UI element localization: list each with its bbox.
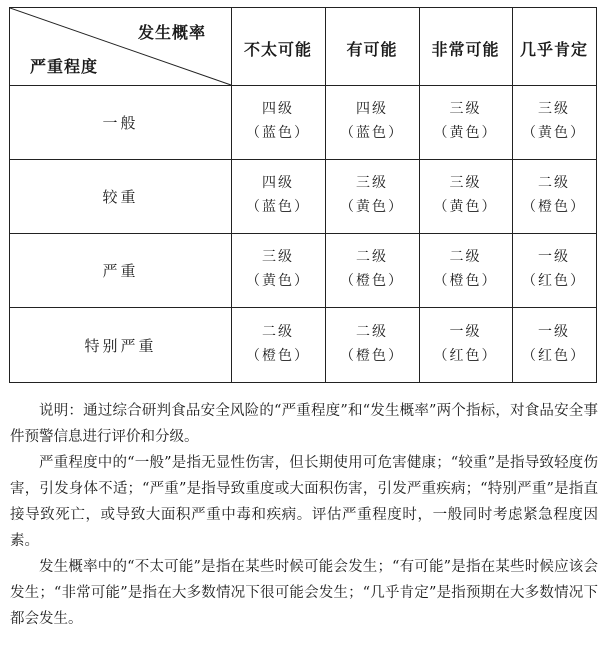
note-paragraph: 说明：通过综合研判食品安全风险的“严重程度”和“发生概率”两个指标，对食品安全事件预警信息进行评价和分级。 <box>10 403 598 445</box>
row-divider <box>10 307 596 308</box>
grade-level: 一级 <box>538 324 570 340</box>
grade-level: 二级 <box>356 324 388 340</box>
grade-level: 三级 <box>262 249 294 265</box>
grade-level: 一级 <box>538 249 570 265</box>
grade-color: （橙色） <box>340 348 404 364</box>
grade-level: 四级 <box>356 101 388 117</box>
grade-cell <box>512 171 596 219</box>
grade-cell <box>512 320 596 368</box>
grade-cell <box>512 245 596 293</box>
grade-cell <box>231 320 325 368</box>
grade-level: 三级 <box>449 175 482 191</box>
grade-level: 三级 <box>538 101 570 117</box>
grade-cell <box>231 171 325 219</box>
grade-color: （橙色） <box>246 348 310 364</box>
grade-level: 二级 <box>356 249 388 265</box>
grade-color: （蓝色） <box>246 125 310 141</box>
explanation-notes <box>10 398 598 632</box>
grade-level: 二级 <box>449 249 482 265</box>
note-paragraph: 严重程度中的“一般”是指无显性伤害，但长期使用可危害健康；“较重”是指导致轻度伤害，引发身体不适；“严重”是指导致重度或大面积伤害，引发严重疾病；“特别严重”是指直接导致死亡，或导致大面积严重中毒和疾病。评估严重程度时，一般同时考虑紧急程度因素。 <box>10 455 598 549</box>
grade-cell <box>512 97 596 145</box>
row-divider <box>10 233 596 234</box>
grade-level: 四级 <box>262 101 294 117</box>
grade-level: 三级 <box>356 175 388 191</box>
note-paragraph: 发生概率中的“不太可能”是指在某些时候可能会发生；“有可能”是指在某些时候应该会发生；“非常可能”是指在大多数情况下很可能会发生；“几乎肯定”是指预期在大多数情况下都会发生。 <box>10 559 598 627</box>
header-severity-label: 严重程度 <box>30 57 99 76</box>
grade-color: （黄色） <box>433 199 498 215</box>
grade-cell <box>419 171 512 219</box>
column-header: 不太可能 <box>243 40 312 59</box>
grade-level: 二级 <box>538 175 570 191</box>
row-label: 特别严重 <box>84 337 157 355</box>
header-probability-label: 发生概率 <box>138 23 207 42</box>
grade-level: 二级 <box>262 324 294 340</box>
grade-level: 一级 <box>449 324 482 340</box>
grade-level: 四级 <box>262 175 294 191</box>
grade-level: 三级 <box>449 101 482 117</box>
grade-color: （橙色） <box>522 199 586 215</box>
grade-color: （黄色） <box>246 273 310 289</box>
grade-cell <box>325 320 419 368</box>
grade-color: （橙色） <box>340 273 404 289</box>
grade-cell <box>419 245 512 293</box>
grade-color: （红色） <box>522 348 586 364</box>
grade-color: （橙色） <box>433 273 498 289</box>
grade-color: （黄色） <box>522 125 586 141</box>
row-label: 严重 <box>102 262 139 280</box>
grade-cell <box>325 245 419 293</box>
grade-color: （红色） <box>522 273 586 289</box>
row-label: 一般 <box>102 114 139 132</box>
row-label: 较重 <box>102 188 139 206</box>
grade-color: （黄色） <box>340 199 404 215</box>
row-divider <box>10 159 596 160</box>
risk-grading-table <box>9 7 597 383</box>
grade-cell <box>419 97 512 145</box>
grade-cell <box>231 97 325 145</box>
grade-color: （黄色） <box>433 125 498 141</box>
grade-cell <box>325 171 419 219</box>
grade-cell <box>419 320 512 368</box>
column-header: 几乎肯定 <box>519 40 588 59</box>
grade-color: （红色） <box>433 348 498 364</box>
column-header: 有可能 <box>346 40 398 59</box>
grade-cell <box>325 97 419 145</box>
grade-color: （蓝色） <box>246 199 310 215</box>
grade-cell <box>231 245 325 293</box>
grade-color: （蓝色） <box>340 125 404 141</box>
column-header: 非常可能 <box>431 40 500 59</box>
